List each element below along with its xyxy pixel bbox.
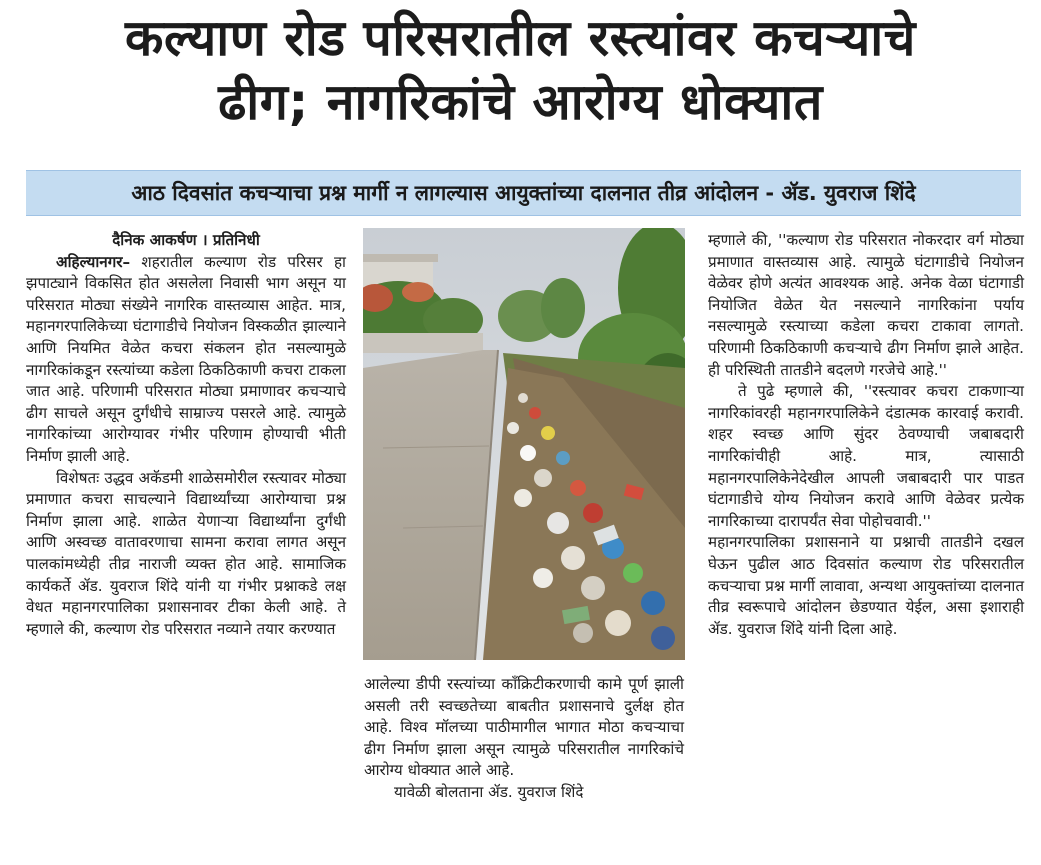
paragraph: आलेल्या डीपी रस्त्यांच्या काँक्रिटीकरणाची कामे पूर्ण झाली असली तरी स्वच्छतेच्या बाबतीत प्रशासनाचे दुर्लक्ष होत आहे. विश्व मॉलच्या पाठीमागील भागात मोठा कचऱ्याचा ढीग निर्माण झाला असून त्यामुळे परिसरातील नागरिकांचे आरोग्य धोक्यात आले आहे. <box>364 675 684 780</box>
headline <box>10 6 1031 134</box>
paragraph: ते पुढे म्हणाले की, ''रस्त्यावर कचरा टाकणाऱ्या नागरिकांवरही महानगरपालिकेने दंडात्मक कारवाई करावी. शहर स्वच्छ आणि सुंदर ठेवण्याची जबाबदारी नागरिकांचीही आहे. मात्र, त्यासाठी महानगरपालिकेनेदेखील आपली जबाबदारी पार पाडत घंटागाडीचे योग्य नियोजन करावे आणि वेळेवर प्रत्येक नागरिकाच्या दारापर्यंत सेवा पोहोचवावी.'' <box>708 382 1024 530</box>
headline-line-2: ढीग; नागरिकांचे आरोग्य धोक्यात <box>218 73 823 131</box>
paragraph-text: शहरातील कल्याण रोड परिसर हा झपाट्याने विकसित होत असलेला निवासी भाग असून या परिसरात मोठ्या संख्येने नागरिक वास्तव्यास आहेत. मात्र, महानगरपालिकेच्या घंटागाडीचे नियोजन विस्कळीत झाल्याने आणि नियमित वेळेत कचरा संकलन होत नसल्यामुळे नागरिकांकडून रस्त्यांच्या कडेला ठिकठिकाणी कचरा टाकला जात आहे. परिणामी परिसरात मोठ्या प्रमाणावर कचऱ्याचे ढीग साचले असून दुर्गंधीचे साम्राज्य पसरले आहे. त्यामुळे नागरिकांच्या आरोग्यावर गंभीर परिणाम होण्याची भीती निर्माण झाली आहे. <box>26 252 346 465</box>
subheadline-text: आठ दिवसांत कचऱ्याचा प्रश्न मार्गी न लागल्यास आयुक्तांच्या दालनात तीव्र आंदोलन - ॲड. युवराज शिंदे <box>131 181 916 205</box>
paragraph: विशेषतः उद्धव अकॅडमी शाळेसमोरील रस्त्यावर मोठ्या प्रमाणात कचरा साचल्याने विद्यार्थ्यांच्या आरोग्याचा प्रश्न निर्माण झाला आहे. शाळेत येणाऱ्या विद्यार्थ्यांना दुर्गंधी आणि अस्वच्छ वातावरणाचा सामना करावा लागत असून पालकांमध्येही तीव्र नाराजी व्यक्त होत आहे. सामाजिक कार्यकर्ते ॲड. युवराज शिंदे यांनी या गंभीर प्रश्नाकडे लक्ष वेधत महानगरपालिका प्रशासनावर टीका केली आहे. ते म्हणाले की, कल्याण रोड परिसरात नव्याने तयार करण्यात <box>26 468 346 638</box>
news-photo <box>363 228 685 660</box>
paragraph: म्हणाले की, ''कल्याण रोड परिसरात नोकरदार वर्ग मोठ्या प्रमाणात वास्तव्यास आहे. त्यामुळे घंटागाडीचे नियोजन वेळेवर होणे अत्यंत आवश्यक आहे. अनेक वेळा घंटागाडी नियोजित वेळेत येत नसल्याने नागरिकांना पर्याय नसल्यामुळे रस्त्याच्या कडेला कचरा टाकावा लागतो. परिणामी ठिकठिकाणी कचऱ्याचे ढीग निर्माण झाले आहेत. ही परिस्थिती तातडीने बदलणे गरजेचे आहे.'' <box>708 231 1024 379</box>
paragraph <box>26 252 346 468</box>
paragraph: महानगरपालिका प्रशासनाने या प्रश्नाची तातडीने दखल घेऊन पुढील आठ दिवसांत कल्याण रोड परिसरातील कचऱ्याचा प्रश्न मार्गी लावावा, अन्यथा आयुक्तांच्या दालनात तीव्र स्वरूपाचे आंदोलन छेडण्यात येईल, असा इशाराही ॲड. युवराज शिंदे यांनी दिला आहे. <box>708 533 1024 638</box>
dateline: अहिल्यानगर– <box>56 252 131 271</box>
subheadline-banner <box>26 170 1021 216</box>
article-column-1 <box>26 230 346 640</box>
paragraph: यावेळी बोलताना ॲड. युवराज शिंदे <box>394 782 584 801</box>
article-column-3 <box>708 230 1024 640</box>
article-column-2 <box>364 674 684 804</box>
headline-line-1: कल्याण रोड परिसरातील रस्त्यांवर कचऱ्याचे <box>125 9 916 67</box>
byline: दैनिक आकर्षण । प्रतिनिधी <box>112 231 260 249</box>
garbage-roadside-photo <box>363 228 685 660</box>
